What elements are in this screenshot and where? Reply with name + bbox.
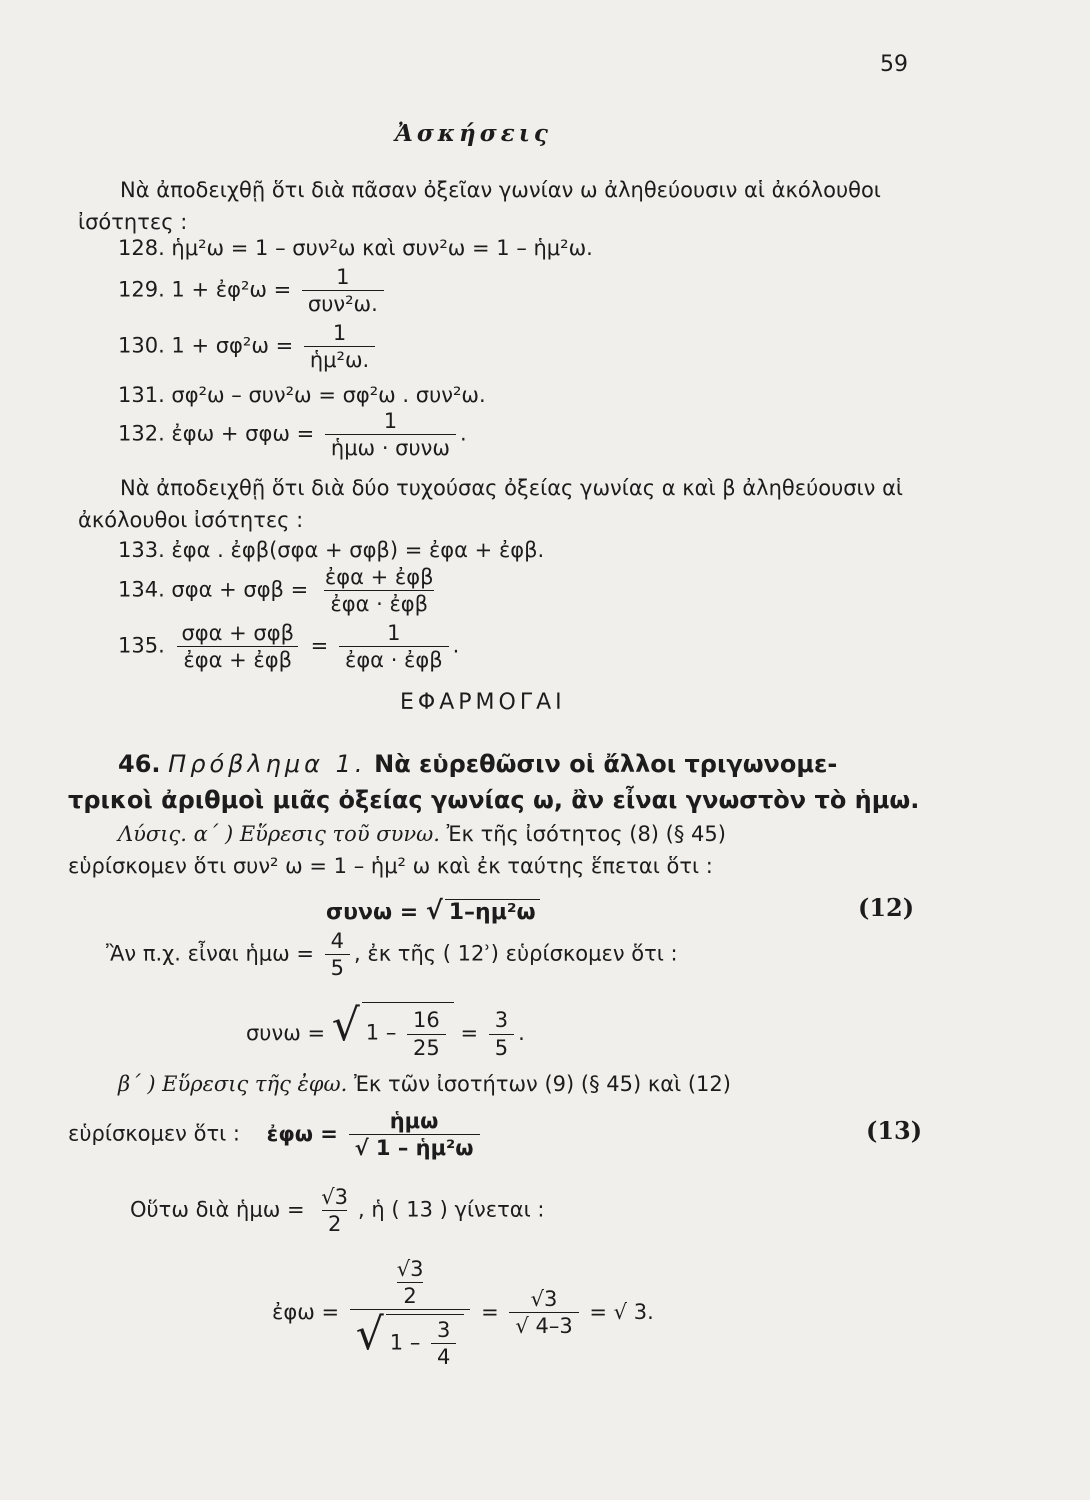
denominator: συν²ω. (302, 290, 384, 315)
problem-text: Νὰ εὑρεθῶσιν οἱ ἄλλοι τριγωνομε- (374, 750, 838, 778)
exercise-label: 135. (118, 633, 165, 658)
fraction (302, 266, 384, 315)
intro2-line-1: Νὰ ἀποδειχθῇ ὅτι διὰ δύο τυχούσας ὀξείας γωνίας α καὶ β ἀληθεύουσιν αἱ (120, 476, 904, 500)
numerator: 1 (332, 321, 347, 345)
denominator: ἡμω · συνω (325, 434, 456, 459)
example2-suffix: , ἡ ( 13 ) γίνεται : (358, 1197, 545, 1222)
fraction (319, 566, 440, 615)
exercise-label: 130. 1 + σφ²ω = (118, 333, 294, 358)
exercise-label: 132. ἐφω + σφω = (118, 421, 315, 446)
equation-13-line (68, 1110, 484, 1159)
intro-line-1: Νὰ ἀποδειχθῇ ὅτι διὰ πᾶσαν ὀξεῖαν γωνίαν ω ἀληθεύουσιν αἱ ἀκόλουθοι (120, 178, 881, 202)
fraction (407, 1009, 446, 1058)
radical-sign: √ (321, 1185, 335, 1209)
numerator: 16 (413, 1008, 440, 1033)
numerator (381, 1258, 440, 1309)
solution-b-text: Ἐκ τῶν ἰσοτήτων (9) (§ 45) καὶ (12) (354, 1072, 731, 1096)
exercise-131: 131. σφ²ω – συν²ω = σφ²ω . συν²ω. (118, 383, 486, 407)
equals-sign-2: = (589, 1299, 607, 1324)
example-calculation (246, 1000, 525, 1059)
fraction-right (339, 622, 449, 671)
denominator: 5 (489, 1034, 514, 1059)
exercise-129 (118, 266, 388, 315)
solution-a-text: Ἐκ τῆς ἰσότητος (8) (§ 45) (446, 822, 726, 846)
exercise-label: 134. σφα + σφβ = (118, 577, 309, 602)
fraction (315, 1186, 354, 1235)
radical-sign: √ (613, 1299, 634, 1324)
example2-prefix: Οὕτω διὰ ἡμω = (130, 1197, 305, 1222)
tail: . (518, 1021, 525, 1045)
radical-sign: √ (354, 1136, 376, 1161)
middle-fraction (509, 1288, 578, 1337)
result-fraction (489, 1009, 514, 1058)
numerator (315, 1186, 354, 1210)
calc-lhs: ἐφω = (272, 1299, 340, 1324)
numerator: ἐφα + ἐφβ (324, 565, 434, 589)
solution-a-line-1 (118, 822, 726, 846)
denominator (350, 1309, 471, 1368)
exercise-135 (118, 622, 459, 671)
denominator: ἡμ²ω. (304, 346, 375, 371)
exercise-130 (118, 322, 379, 371)
example2-line (130, 1186, 544, 1235)
denominator (349, 1134, 480, 1159)
problem-line-2: τρικοὶ ἀριθμοὶ μιᾶς ὀξείας γωνίας ω, ἂν εἶναι γνωστὸν τὸ ἡμω. (68, 786, 920, 814)
radicand-prefix: 1 – (389, 1330, 421, 1355)
radicand: 4–3 (535, 1314, 573, 1339)
equals-sign: = (310, 633, 329, 658)
radicand-prefix: 1 – (365, 1021, 397, 1045)
intro-line-2: ἰσότητες : (78, 210, 188, 234)
applications-heading: ΕΦΑΡΜΟΓΑΙ (400, 690, 566, 715)
radicand: 1–ημ²ω (445, 899, 540, 925)
intro2-line-2: ἀκόλουθοι ἰσότητες : (78, 508, 304, 532)
numerator (525, 1288, 564, 1312)
radicand (386, 1314, 465, 1368)
final-calculation (272, 1258, 654, 1368)
solution-b-label: β΄ ) Εὕρεσις τῆς ἐφω. (118, 1072, 348, 1096)
denominator (509, 1312, 578, 1337)
numerator: 1 (336, 265, 350, 289)
equals-sign-1: = (481, 1299, 499, 1324)
inner-fraction (431, 1319, 456, 1368)
radical-sign: √ (396, 1257, 411, 1281)
numerator: 4 (330, 929, 345, 953)
exercise-132 (118, 410, 467, 459)
problem-number: 46. (118, 750, 161, 778)
equation-12 (326, 896, 540, 925)
exercise-133: 133. ἐφα . ἐφβ(σφα + σφβ) = ἐφα + ἐφβ. (118, 538, 545, 562)
solution-a-line-2: εὑρίσκομεν ὅτι συν² ω = 1 – ἡμ² ω καὶ ἐκ ταύτης ἕπεται ὅτι : (68, 854, 713, 878)
tail: . (647, 1299, 654, 1324)
radicand: 3 (410, 1257, 424, 1281)
fraction (349, 1110, 480, 1159)
eq13-lhs: ἐφω = (266, 1121, 338, 1146)
tail: . (452, 633, 460, 658)
radicand: 3 (544, 1287, 558, 1312)
denominator: ἐφα + ἐφβ (177, 646, 298, 671)
exercise-134 (118, 566, 444, 615)
exercise-128: 128. ἡμ²ω = 1 – συν²ω καὶ συν²ω = 1 – ἡμ²ω. (118, 236, 593, 260)
eq13-prefix: εὑρίσκομεν ὅτι : (68, 1121, 240, 1146)
equation-number-12: (12) (858, 893, 915, 922)
section-heading: Ἀσκήσεις (395, 120, 552, 147)
denominator: ἐφα · ἐφβ (339, 646, 449, 671)
result (614, 1300, 647, 1324)
calc-lhs: συνω = (246, 1021, 326, 1045)
denominator: 25 (407, 1034, 446, 1059)
inner-fraction (391, 1258, 430, 1307)
denominator: ἐφα · ἐφβ (324, 590, 434, 615)
numerator: σφα + σφβ (181, 621, 294, 645)
denominator: 5 (325, 954, 350, 979)
radical-sign: √ (425, 896, 443, 925)
fraction-left (175, 622, 300, 671)
denominator: 2 (322, 1210, 347, 1235)
fraction (325, 410, 456, 459)
solution-b-line-1 (118, 1072, 731, 1096)
numerator: 3 (437, 1317, 451, 1342)
numerator: 1 (383, 409, 398, 433)
radicand (362, 1002, 454, 1058)
equation-number-13: (13) (866, 1116, 923, 1145)
example-prefix: Ἂν π.χ. εἶναι ἡμω = (106, 941, 314, 966)
denominator: 4 (431, 1343, 456, 1368)
radicand: 3 (633, 1299, 648, 1324)
fraction (325, 930, 350, 979)
numerator: 3 (494, 1008, 509, 1033)
radicand: 3 (334, 1185, 349, 1209)
problem-line-1 (118, 750, 837, 778)
numerator (391, 1258, 430, 1282)
page-number: 59 (880, 52, 908, 77)
solution-a-label: Λύσις. α΄ ) Εὕρεσις τοῦ συνω. (118, 822, 440, 846)
radical-sign: √ (515, 1314, 536, 1339)
denominator: 2 (397, 1282, 422, 1307)
numerator: ἡμω (389, 1109, 439, 1133)
radical-sign: √ (331, 1000, 360, 1051)
tail: . (459, 421, 467, 446)
problem-label: Πρόβλημα 1. (168, 750, 367, 778)
example-line (106, 930, 678, 979)
exercise-label: 129. 1 + ἐφ²ω = (118, 277, 292, 302)
radical-sign: √ (355, 1309, 384, 1361)
radicand: 1 – ἡμ²ω (375, 1136, 474, 1161)
radical-sign: √ (530, 1287, 545, 1312)
numerator: 1 (387, 621, 401, 645)
equation-lhs: συνω = (326, 900, 419, 925)
fraction (304, 322, 375, 371)
example-suffix: , ἐκ τῆς ( 12ʾ) εὑρίσκομεν ὅτι : (354, 941, 678, 966)
equals-sign: = (460, 1021, 479, 1045)
complex-fraction (350, 1258, 471, 1368)
